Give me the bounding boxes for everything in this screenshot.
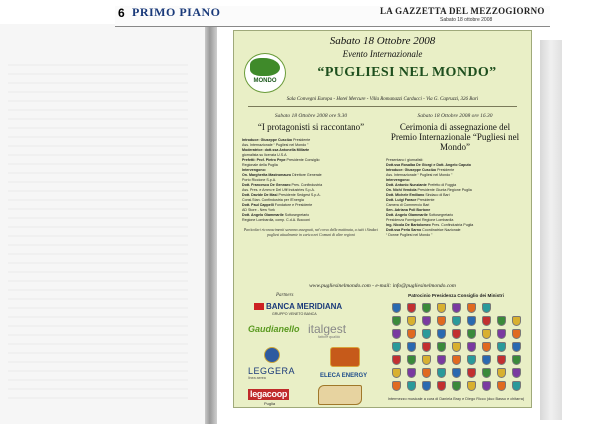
speaker-name: Sen. Adriana Poli Bortone [386, 208, 431, 212]
crest-icon [482, 381, 491, 391]
speaker-role: Sottosegretario [427, 213, 454, 217]
afternoon-speakers [386, 158, 524, 238]
speaker-role: Presidente Giunta Regione Puglia [416, 188, 472, 192]
speaker-line [242, 218, 380, 223]
speaker-role: giornalista su licenzia U.S.A [242, 153, 287, 157]
crest-icon [422, 355, 431, 365]
crest-icon [437, 355, 446, 365]
speaker-role: Pres. Confindustria Puglia [430, 223, 474, 227]
show-through-texture [8, 64, 188, 404]
speaker-name: Dott. Michele Emiliano [386, 193, 425, 197]
morning-speakers [242, 138, 380, 223]
speaker-role: Sottosegretario [283, 213, 310, 217]
crest-icon [497, 329, 506, 339]
crest-icon [482, 329, 491, 339]
speaker-role: Porto Riccione S.p.A. [242, 178, 277, 182]
afternoon-time: Sabato 18 Ottobre 2008 ore 16.30 [417, 113, 493, 119]
crest-icon [407, 329, 416, 339]
blank-left-page [0, 24, 205, 424]
event-location: Sala Convegni Europa - Hotel Mercure - Villa Romanazzi Carducci - Via G. Capruzzi, 326 Bari [286, 97, 479, 102]
speaker-name: Dott. Angelo Giammarile [386, 213, 428, 217]
crest-icon [482, 303, 491, 313]
crest-icon [407, 381, 416, 391]
crest-icon [497, 355, 506, 365]
crest-icon [512, 355, 521, 365]
speaker-name: Intervengono: [386, 178, 410, 182]
event-date-heading: Sabato 18 Ottobre 2008 [329, 35, 436, 47]
sponsor-card-logo [330, 347, 360, 367]
crest-icon [497, 342, 506, 352]
crest-icon [512, 316, 521, 326]
banca-meridiana-subtitle: GRUPPO VENETO BANCA [272, 312, 317, 316]
crest-icon [467, 303, 476, 313]
speaker-role: “ Donne Pugliesi nel Mondo ” [386, 233, 433, 237]
crest-icon [452, 303, 461, 313]
crest-icon [422, 381, 431, 391]
italgest-tagline: fattore qualità [318, 335, 340, 339]
crest-icon [392, 329, 401, 339]
legacoop-subtitle: Puglia [264, 401, 276, 406]
page-number: 6 [118, 6, 125, 20]
crest-icon [467, 342, 476, 352]
event-subheading: Evento Internazionale [342, 49, 423, 59]
crest-icon [422, 329, 431, 339]
crest-icon [437, 303, 446, 313]
speaker-name: Prefetti: Prof. Pietro Pepe [242, 158, 286, 162]
speaker-name: On. Margherita Mastromauro [242, 173, 292, 177]
crest-icon [437, 329, 446, 339]
website-and-email: www.pugliesinelmondo.com - e-mail: info@pugliesinelmondo.com [309, 283, 456, 289]
speaker-role: Pres. Confindustria [290, 183, 323, 187]
crest-icon [497, 381, 506, 391]
italgest-logo: italgest [308, 322, 347, 336]
speaker-name: Dott. Francesco De Gennaro [242, 183, 291, 187]
speaker-name: Introduce: Giuseppe Cusciùo [242, 138, 293, 142]
crest-icon [422, 342, 431, 352]
morning-title: “I protagonisti si raccontano” [257, 122, 365, 132]
crest-icon [482, 368, 491, 378]
morning-note: Particolari riconoscimenti saranno assegnati, nel corso della mattinata, a tutti i Sindaci pugliesi attualmente in carica nei Comuni di altre regioni [243, 228, 379, 237]
crest-icon [467, 355, 476, 365]
divider [248, 106, 517, 107]
speaker-role: AD Store - New York [242, 208, 275, 212]
crest-icon [512, 342, 521, 352]
crest-icon [452, 381, 461, 391]
crest-icon [467, 368, 476, 378]
crest-icon [452, 329, 461, 339]
speaker-role: Camera di Commercio Bari [386, 203, 430, 207]
speaker-role: Coordinatrice Nazionale [421, 228, 461, 232]
puglia-map-icon [250, 58, 280, 76]
crest-icon [512, 368, 521, 378]
crest-icon [392, 368, 401, 378]
crest-icon [452, 342, 461, 352]
crest-icon [392, 381, 401, 391]
pugliesi-logo [244, 53, 286, 93]
crest-icon [422, 316, 431, 326]
section-title: PRIMO PIANO [132, 5, 221, 19]
crest-icon [422, 303, 431, 313]
speaker-name: Moderatrice: dott.ssa Antonella Millarte [242, 148, 310, 152]
speaker-name: Dott. Luigi Farace [386, 198, 417, 202]
logo-text: MONDO [253, 78, 277, 84]
crest-icon [452, 355, 461, 365]
speaker-role: Ass. Internazionale “ Pugliesi nel Mondo ” [242, 143, 309, 147]
afternoon-title: Cerimonia di assegnazione del Premio Internazionale “Pugliesi nel Mondo” [390, 122, 520, 152]
crest-icon [497, 316, 506, 326]
banca-meridiana-logo [254, 303, 342, 311]
crest-icon [452, 368, 461, 378]
newspaper-masthead: LA GAZZETTA DEL MEZZOGIORNO [380, 6, 545, 16]
speaker-line [386, 233, 524, 238]
speaker-name: Dott. Angelo Giammarile [242, 213, 284, 217]
crest-icon [422, 368, 431, 378]
speaker-name: Dott. Antonio Nunziante [386, 183, 427, 187]
crest-icon [392, 303, 401, 313]
musical-intermezzo-note: Intermezzo musicale a cura di Daniela Bray e Diego Ricco (duo Basso e chitarra) [387, 397, 525, 401]
crest-icon [482, 316, 491, 326]
crest-icon [392, 355, 401, 365]
page-fold [205, 24, 217, 424]
speaker-name: Dott. Davide De Masi [242, 193, 278, 197]
speaker-name: Ing. Nicola De Bartolomeo [386, 223, 431, 227]
event-main-title: “PUGLIESI NEL MONDO” [317, 65, 497, 80]
crest-icon [437, 316, 446, 326]
morning-session [242, 113, 380, 237]
speaker-role: Prefetto di Foggia [426, 183, 457, 187]
crest-icon [437, 342, 446, 352]
leggera-logo: LEGGERA [248, 366, 296, 376]
speaker-role: Regione Lombardia, comp. C.d.A. Bocconi [242, 218, 310, 222]
speaker-name: On. Nichi Vendola [386, 188, 417, 192]
crest-icon [407, 303, 416, 313]
crest-icon [497, 368, 506, 378]
morning-time: Sabato 18 Ottobre 2008 ore 9.30 [274, 113, 348, 119]
speaker-name: Dott.ssa Rosalba De Giorgi e Dott. Angelo Caputo [386, 163, 471, 167]
afternoon-session [386, 113, 524, 238]
event-advertisement [233, 30, 532, 408]
speaker-role: Presidente [416, 198, 435, 202]
speaker-role: Direttore Generale [291, 173, 322, 177]
speaker-role: Presidente [436, 168, 455, 172]
crest-icon [407, 355, 416, 365]
speaker-name: Dott. Paul Cappelli [242, 203, 274, 207]
banca-meridiana-text: BANCA MERIDIANA [266, 302, 343, 311]
bank-mark-icon [254, 303, 264, 310]
speaker-role: Presidente Consiglio [285, 158, 320, 162]
issue-date: Sabato 18 ottobre 2008 [440, 17, 493, 23]
crest-icon [512, 381, 521, 391]
eleca-energy-logo: ELECA ENERGY [320, 373, 368, 379]
crest-icon [437, 368, 446, 378]
gaudianello-logo: Gaudianello [248, 324, 300, 334]
crest-icon [437, 381, 446, 391]
partners-label: Partners [276, 293, 294, 298]
crest-icon [392, 316, 401, 326]
emblem-icon [264, 347, 280, 363]
crest-icon [452, 316, 461, 326]
crest-icon [467, 329, 476, 339]
speaker-role: Presentano i giornalisti: [386, 158, 424, 162]
page-edge [540, 40, 562, 420]
crest-icon [467, 316, 476, 326]
speaker-role: Presidente Sedgest S.p.A. [277, 193, 321, 197]
speaker-name: Introduce: Giuseppe Cusciùo [386, 168, 437, 172]
festival-logo [318, 385, 362, 405]
speaker-role: Regionale della Puglia [242, 163, 278, 167]
speaker-role: Ass. Internazionale “ Pugliesi nel Mondo ” [386, 173, 453, 177]
crest-icon [407, 316, 416, 326]
crest-icon [482, 342, 491, 352]
speaker-role: Presidente [292, 138, 311, 142]
crest-icon [392, 342, 401, 352]
legacoop-logo: legacoop [250, 389, 288, 399]
leggera-subtitle: linea aerea [248, 376, 266, 380]
speaker-role: Fondatore e Presidente [273, 203, 313, 207]
crest-icon [512, 329, 521, 339]
crest-icon [407, 368, 416, 378]
crest-icon [482, 355, 491, 365]
speaker-name: Intervengono: [242, 168, 266, 172]
speaker-role: Consi.Stan. Confindustria per l'Energia [242, 198, 304, 202]
crest-icon [467, 381, 476, 391]
speaker-role: Presidenza Formigoni Regione Lombardia [386, 218, 454, 222]
speaker-name: Dott.ssa Perla Sarno [386, 228, 422, 232]
crest-icon [407, 342, 416, 352]
speaker-role: Ass. Pres. e Amm.re Del Ufif Industries S.p.A. [242, 188, 315, 192]
patronage-label: Patrocinio Presidenza Consiglio dei Ministri [408, 293, 504, 298]
speaker-role: Sindaco di Bari [424, 193, 450, 197]
